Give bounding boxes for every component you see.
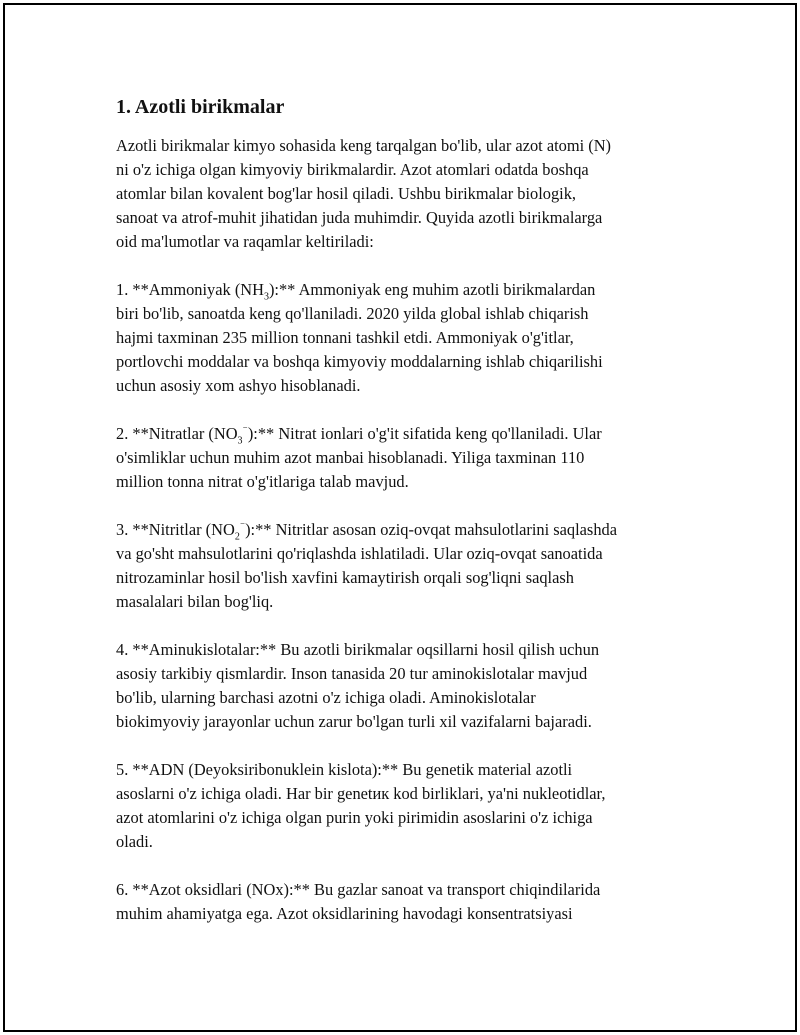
intro-paragraph: Azotli birikmalar kimyo sohasida keng tarqalgan bo'lib, ular azot atomi (N) ni o'z ichiga olgan kimyoviy birikmalardir. Azot atomlari odatda boshqa atomlar bilan kovalent bog'lar hosil qiladi. Ushbu birikmalar biologik, sanoat va atrof-muhit jihatidan juda muhimdir. Quyida azotli birikmalarga oid ma'lumotlar va raqamlar keltiriladi: bbox=[116, 136, 611, 251]
list-item-ammoniyak: 1. **Ammoniyak $(NH_3):**$ Ammoniyak eng muhim azotli birikmalardan biri bo'lib, sanoatda keng qo'llaniladi. 2020 yilda global ishlab chiqarish hajmi taxminan 235 million tonnani tashkil etdi. Ammoniyak o'g'itlar, portlovchi moddalar va boshqa kimyoviy moddalarning ishlab chiqarilishi uchun asosiy xom ashyo hisoblanadi. bbox=[116, 280, 603, 395]
list-item-aminokislotalar: 4. **Aminukislotalar:** Bu azotli birikmalar oqsillarni hosil qilish uchun asosiy tarkibiy qismlardir. Inson tanasida 20 tur aminokislotalar mavjud bo'lib, ularning barchasi azotni o'z ichiga oladi. Aminokislotalar biokimyoviy jarayonlar uchun zarur bo'lgan turli xil vazifalarni bajaradi. bbox=[116, 640, 600, 731]
list-item-azot-oksidlari: 6. **Azot oksidlari (NOx):** Bu gazlar sanoat va transport chiqindilarida muhim ahamiyatga ega. Azot oksidlarining havodagi konsentratsiyasi bbox=[116, 880, 601, 923]
document-body bbox=[116, 94, 696, 926]
section-title: 1. Azotli birikmalar bbox=[116, 96, 285, 118]
list-item-nitritlar: 3. **Nitritlar $(NO_2^{^-}):**$ Nitritlar asosan oziq-ovqat mahsulotlarini saqlashda va go'sht mahsulotlarini qo'riqlashda ishlatiladi. Ular oziq-ovqat sanoatida nitrozaminlar hosil bo'lish xavfini kamaytirish orqali sog'liqni saqlash masalalari bilan bog'liq. bbox=[116, 520, 617, 611]
list-item-adn: 5. **ADN (Deyoksiribonuklein kislota):** Bu genetik material azotli asoslarni o'z ichiga oladi. Har bir genetик kod birliklari, ya'ni nukleotidlar, azot atomlarini o'z ichiga olgan purin yoki pirimidin asoslarini o'z ichiga oladi. bbox=[116, 760, 606, 851]
list-item-nitratlar: 2. **Nitratlar $(NO_3^{^-}):**$ Nitrat ionlari o'g'it sifatida keng qo'llaniladi. Ular o'simliklar uchun muhim azot manbai hisoblanadi. Yiliga taxminan 110 million tonna nitrat o'g'itlariga talab mavjud. bbox=[116, 424, 602, 491]
